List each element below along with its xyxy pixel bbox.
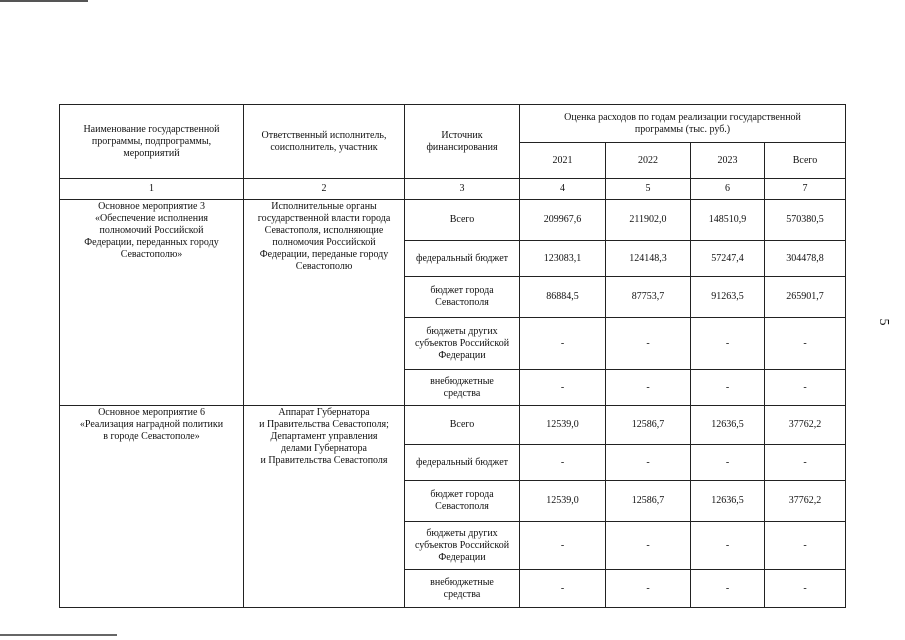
text-line: Всего (449, 419, 475, 430)
text-line: программы, подпрограммы, (91, 135, 212, 147)
expense-value: - (606, 570, 691, 608)
text-line: Исполнительные органы (271, 201, 377, 212)
expense-value: - (691, 370, 765, 406)
expense-value: 57247,4 (691, 241, 765, 277)
expense-value: - (606, 370, 691, 406)
scan-edge-top (0, 0, 88, 2)
funding-source (405, 481, 520, 522)
text-line: Федерации, переданных городу (84, 237, 219, 248)
text-line: программы (тыс. руб.) (634, 123, 731, 135)
expense-value: - (765, 445, 846, 481)
text-line: бюджеты других (426, 527, 498, 539)
program-name (60, 200, 244, 406)
text-line: полномочий Российской (99, 225, 204, 236)
text-line: Севастополя (435, 297, 489, 308)
expense-value: 148510,9 (691, 200, 765, 241)
header-executor (244, 105, 405, 179)
text-line: федеральный бюджет (415, 252, 509, 264)
executor (244, 406, 405, 608)
column-number: 3 (405, 179, 520, 200)
expense-value: 124148,3 (606, 241, 691, 277)
text-line: делами Губернатора (280, 443, 367, 454)
program-name (60, 406, 244, 608)
header-row (60, 105, 846, 143)
expense-value: - (520, 318, 606, 370)
text-line: финансирования (426, 141, 498, 153)
text-line: Севастополя (435, 501, 489, 512)
header-year: Всего (765, 143, 846, 179)
text-line: бюджет города (430, 489, 494, 500)
text-line: Аппарат Губернатора (278, 407, 370, 418)
expense-value: 12636,5 (691, 481, 765, 522)
funding-source (405, 200, 520, 241)
funding-source (405, 318, 520, 370)
table-row (60, 406, 846, 445)
expense-value: 304478,8 (765, 241, 846, 277)
table-row (60, 200, 846, 241)
expense-value: - (765, 318, 846, 370)
text-line: Департамент управления (270, 431, 378, 442)
text-line: средства (443, 387, 481, 399)
expense-value: 211902,0 (606, 200, 691, 241)
expense-value: 37762,2 (765, 406, 846, 445)
header-funding-source (405, 105, 520, 179)
text-line: Основное мероприятие 3 (98, 201, 205, 212)
expense-value: 570380,5 (765, 200, 846, 241)
text-line: средства (443, 588, 481, 600)
funding-source (405, 241, 520, 277)
expense-value: 12636,5 (691, 406, 765, 445)
expense-value: 12586,7 (606, 481, 691, 522)
expense-value: - (691, 570, 765, 608)
funding-source (405, 445, 520, 481)
header-year: 2021 (520, 143, 606, 179)
expense-value: - (765, 522, 846, 570)
column-number: 2 (244, 179, 405, 200)
header-program-name (60, 105, 244, 179)
expense-value: - (520, 445, 606, 481)
text-line: Севастополю (295, 261, 353, 272)
funding-source (405, 277, 520, 318)
text-line: Всего (449, 214, 475, 225)
expense-value: - (765, 370, 846, 406)
text-line: соисполнитель, участник (270, 141, 378, 153)
expense-value: - (606, 445, 691, 481)
expense-value: - (765, 570, 846, 608)
text-line: «Реализация наградной политики (79, 419, 224, 430)
text-line: субъектов Российской (414, 337, 510, 349)
page-number: 5 (876, 318, 891, 326)
expense-value: - (691, 318, 765, 370)
text-line: «Обеспечение исполнения (94, 213, 209, 224)
column-number: 5 (606, 179, 691, 200)
budget-table (59, 104, 846, 608)
column-number: 4 (520, 179, 606, 200)
expense-value: - (520, 370, 606, 406)
expense-value: 209967,6 (520, 200, 606, 241)
text-line: субъектов Российской (414, 539, 510, 551)
funding-source (405, 522, 520, 570)
funding-source (405, 406, 520, 445)
text-line: полномочия Российской (272, 237, 376, 248)
funding-source (405, 570, 520, 608)
expense-value: 91263,5 (691, 277, 765, 318)
expense-value: - (520, 570, 606, 608)
expense-value: - (520, 522, 606, 570)
expense-value: 86884,5 (520, 277, 606, 318)
expense-value: 12539,0 (520, 406, 606, 445)
text-line: внебюджетные (430, 576, 494, 588)
text-line: и Правительства Севастополя (260, 455, 388, 466)
column-number: 6 (691, 179, 765, 200)
expense-value: 12586,7 (606, 406, 691, 445)
expense-value: - (606, 318, 691, 370)
column-number: 1 (60, 179, 244, 200)
text-line: Источник (441, 129, 483, 141)
column-numbers-row (60, 179, 846, 200)
header-year: 2023 (691, 143, 765, 179)
scan-edge-bottom (0, 634, 117, 636)
text-line: Ответственный исполнитель, (261, 129, 387, 141)
text-line: в городе Севастополе» (103, 431, 200, 442)
text-line: Оценка расходов по годам реализации государственной (564, 111, 801, 123)
text-line: Севастополю» (120, 249, 183, 260)
text-line: Федерации (438, 551, 486, 563)
text-line: бюджеты других (426, 325, 498, 337)
funding-source (405, 370, 520, 406)
expense-value: - (606, 522, 691, 570)
text-line: Наименование государственной (83, 123, 220, 135)
expense-value: 12539,0 (520, 481, 606, 522)
expense-value: - (691, 522, 765, 570)
text-line: внебюджетные (430, 375, 494, 387)
header-expense-estimate (520, 105, 846, 143)
text-line: мероприятий (123, 147, 180, 159)
expense-value: 123083,1 (520, 241, 606, 277)
executor (244, 200, 405, 406)
header-year: 2022 (606, 143, 691, 179)
text-line: Севастополя, исполняющие (264, 225, 384, 236)
expense-value: 37762,2 (765, 481, 846, 522)
text-line: федеральный бюджет (415, 456, 509, 468)
text-line: Федерации, переданые городу (259, 249, 389, 260)
expense-value: 87753,7 (606, 277, 691, 318)
text-line: государственной власти города (257, 213, 391, 224)
expense-value: - (691, 445, 765, 481)
expense-value: 265901,7 (765, 277, 846, 318)
column-number: 7 (765, 179, 846, 200)
text-line: Федерации (438, 349, 486, 361)
text-line: и Правительства Севастополя; (259, 419, 389, 430)
text-line: Основное мероприятие 6 (98, 407, 205, 418)
text-line: бюджет города (430, 285, 494, 296)
